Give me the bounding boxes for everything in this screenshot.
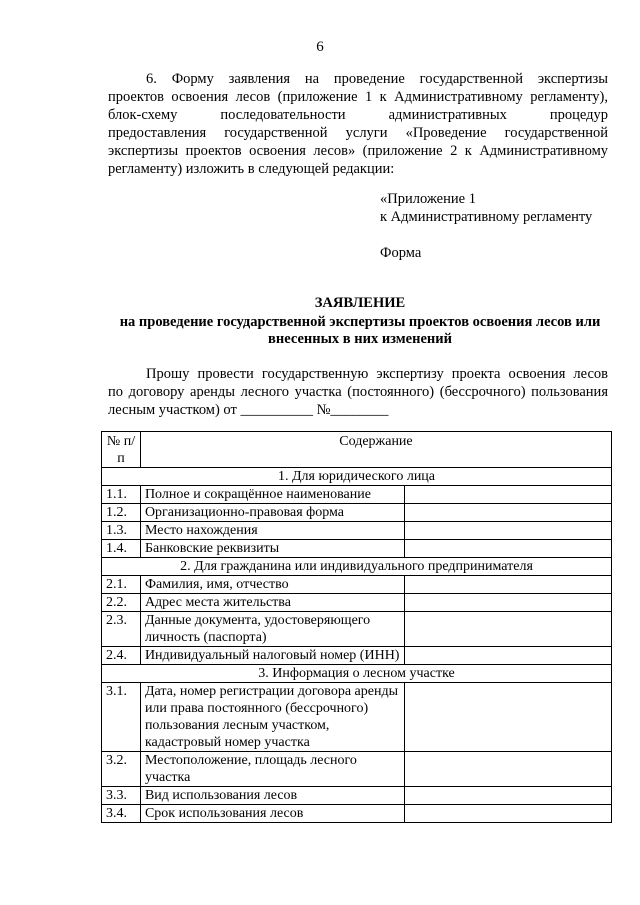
row-value-field[interactable] [405,752,612,787]
row-label: Вид использования лесов [140,787,404,805]
table-row [102,683,612,752]
page-number: 6 [316,39,324,55]
document-subtitle [100,314,620,348]
row-label: Полное и сокращённое наименование [140,486,404,504]
paragraph-line: предоставления государственной услуги «Проведение государственной [108,125,608,141]
row-number: 2.3. [102,612,141,647]
row-value-field[interactable] [405,683,612,752]
appendix-note [380,190,592,226]
row-label: Организационно-правовая форма [140,504,404,522]
row-value-field[interactable] [405,787,612,805]
section-title: 3. Информация о лесном участке [102,665,612,683]
section-row [102,558,612,576]
form-label: Форма [380,245,422,261]
row-number: 1.3. [102,522,141,540]
row-label: Данные документа, удостоверяющего личность (паспорта) [140,612,404,647]
table-row [102,805,612,823]
row-number: 2.2. [102,594,141,612]
section-row [102,665,612,683]
document-title: ЗАЯВЛЕНИЕ [314,295,406,311]
section-row [102,468,612,486]
paragraph-line: 6. Форму заявления на проведение государственной экспертизы [146,71,608,87]
row-value-field[interactable] [405,540,612,558]
request-line: Прошу провести государственную экспертизу проекта освоения лесов [146,366,608,382]
table-row [102,486,612,504]
header-number: № п/п [102,432,141,468]
application-table [101,431,612,823]
row-value-field[interactable] [405,612,612,647]
row-label: Адрес места жительства [140,594,404,612]
row-value-field[interactable] [405,594,612,612]
row-label: Банковские реквизиты [140,540,404,558]
table-header-row [102,432,612,468]
section-title: 2. Для гражданина или индивидуального предпринимателя [102,558,612,576]
row-label: Место нахождения [140,522,404,540]
request-line: лесным участком) от __________ №________ [108,402,389,418]
row-value-field[interactable] [405,576,612,594]
paragraph-line: регламенту) изложить в следующей редакции: [108,161,395,177]
row-number: 3.1. [102,683,141,752]
table-row [102,522,612,540]
table-row [102,787,612,805]
row-value-field[interactable] [405,805,612,823]
paragraph-line: экспертизы проектов освоения лесов» (приложение 2 к Административному [108,143,608,159]
table-row [102,612,612,647]
row-value-field[interactable] [405,647,612,665]
appendix-line: «Приложение 1 [380,191,476,207]
row-label: Индивидуальный налоговый номер (ИНН) [140,647,404,665]
subtitle-line: на проведение государственной экспертизы проектов освоения лесов или [119,314,601,330]
paragraph-line: блок-схему последовательности административных процедур [108,107,608,123]
table-row [102,504,612,522]
row-number: 1.2. [102,504,141,522]
row-number: 2.1. [102,576,141,594]
row-label: Срок использования лесов [140,805,404,823]
row-number: 1.1. [102,486,141,504]
appendix-line: к Административному регламенту [380,209,593,225]
header-content: Содержание [140,432,611,468]
subtitle-line: внесенных в них изменений [268,331,452,347]
section-title: 1. Для юридического лица [102,468,612,486]
table-row [102,594,612,612]
table-row [102,540,612,558]
request-paragraph [108,365,608,419]
row-label: Дата, номер регистрации договора аренды или права постоянного (бессрочного) пользования лесным участком, кадастровый номер участка [140,683,404,752]
row-label: Фамилия, имя, отчество [140,576,404,594]
row-value-field[interactable] [405,504,612,522]
request-line: по договору аренды лесного участка (постоянного) (бессрочного) пользования [108,384,608,400]
table-row [102,647,612,665]
row-label: Местоположение, площадь лесного участка [140,752,404,787]
row-number: 3.2. [102,752,141,787]
row-number: 3.4. [102,805,141,823]
paragraph-line: проектов освоения лесов (приложение 1 к Административному регламенту), [108,89,608,105]
row-number: 3.3. [102,787,141,805]
amendment-paragraph [108,70,608,178]
table-row [102,576,612,594]
row-value-field[interactable] [405,486,612,504]
table-row [102,752,612,787]
row-number: 2.4. [102,647,141,665]
row-value-field[interactable] [405,522,612,540]
row-number: 1.4. [102,540,141,558]
